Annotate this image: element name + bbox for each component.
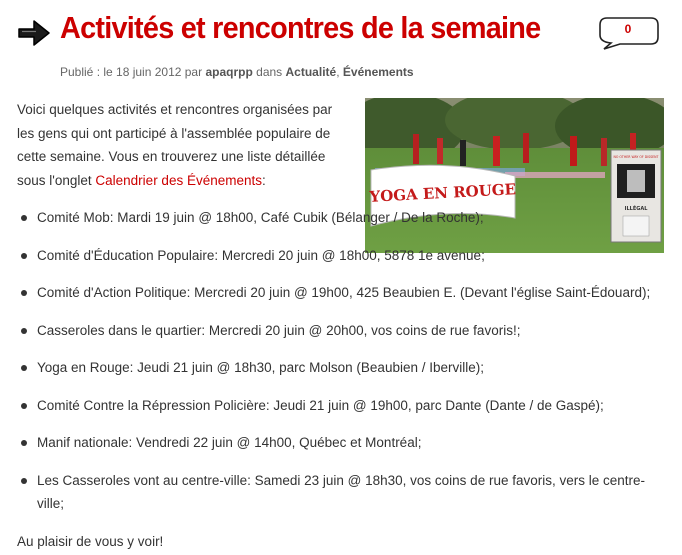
category-link-evenements[interactable]: Événements [342, 65, 414, 79]
sign-bottom-text: ILLÉGAL [624, 206, 648, 212]
post-meta [60, 65, 414, 79]
arrow-right-icon [17, 18, 51, 48]
post-title[interactable]: Activités et rencontres de la semaine [60, 10, 541, 45]
list-item: Comité Contre la Répression Policière: Jeudi 21 juin @ 19h00, parc Dante (Dante / de Gaspé); [37, 394, 667, 418]
post-author[interactable]: apaqrpp [205, 65, 253, 79]
banner-text: YOGA EN ROUGE [369, 180, 517, 206]
intro-text: Voici quelques activités et rencontres organisées par les gens qui ont participé à l'assemblée populaire de cette semaine. Vous en trouverez une liste détaillée sous l'onglet [17, 102, 333, 188]
calendar-link[interactable]: Calendrier des Événements [95, 172, 262, 188]
list-item: Les Casseroles vont au centre-ville: Samedi 23 juin @ 18h30, vos coins de rue favoris, vers le centre-ville; [37, 469, 667, 516]
list-item: Comité Mob: Mardi 19 juin @ 18h00, Café Cubik (Bélanger / De la Roche); [37, 206, 667, 230]
post-content [17, 98, 667, 553]
list-item: Manif nationale: Vendredi 22 juin @ 14h00, Québec et Montréal; [37, 431, 667, 455]
sign-top-text: NO OTHER WAY OF DISSENT [613, 155, 659, 159]
published-date: Publié : le 18 juin 2012 par [60, 65, 203, 79]
list-item: Comité d'Éducation Populaire: Mercredi 20 juin @ 18h00, 5878 1e avenue; [37, 244, 667, 268]
list-item: Comité d'Action Politique: Mercredi 20 juin @ 19h00, 425 Beaubien E. (Devant l'église Saint-Édouard); [37, 281, 667, 305]
events-list [17, 206, 667, 516]
intro-end: : [262, 172, 266, 188]
category-link-actualite[interactable]: Actualité [285, 65, 337, 79]
comment-count: 0 [624, 22, 632, 36]
list-item: Yoga en Rouge: Jeudi 21 juin @ 18h30, parc Molson (Beaubien / Iberville); [37, 356, 667, 380]
meta-in-word: dans [256, 65, 283, 79]
comment-count-bubble[interactable] [598, 16, 660, 50]
intro-paragraph [17, 98, 352, 192]
category-separator: , [336, 65, 340, 79]
closing-text: Au plaisir de vous y voir! [17, 533, 164, 549]
list-item: Casseroles dans le quartier: Mercredi 20 juin @ 20h00, vos coins de rue favoris!; [37, 319, 667, 343]
